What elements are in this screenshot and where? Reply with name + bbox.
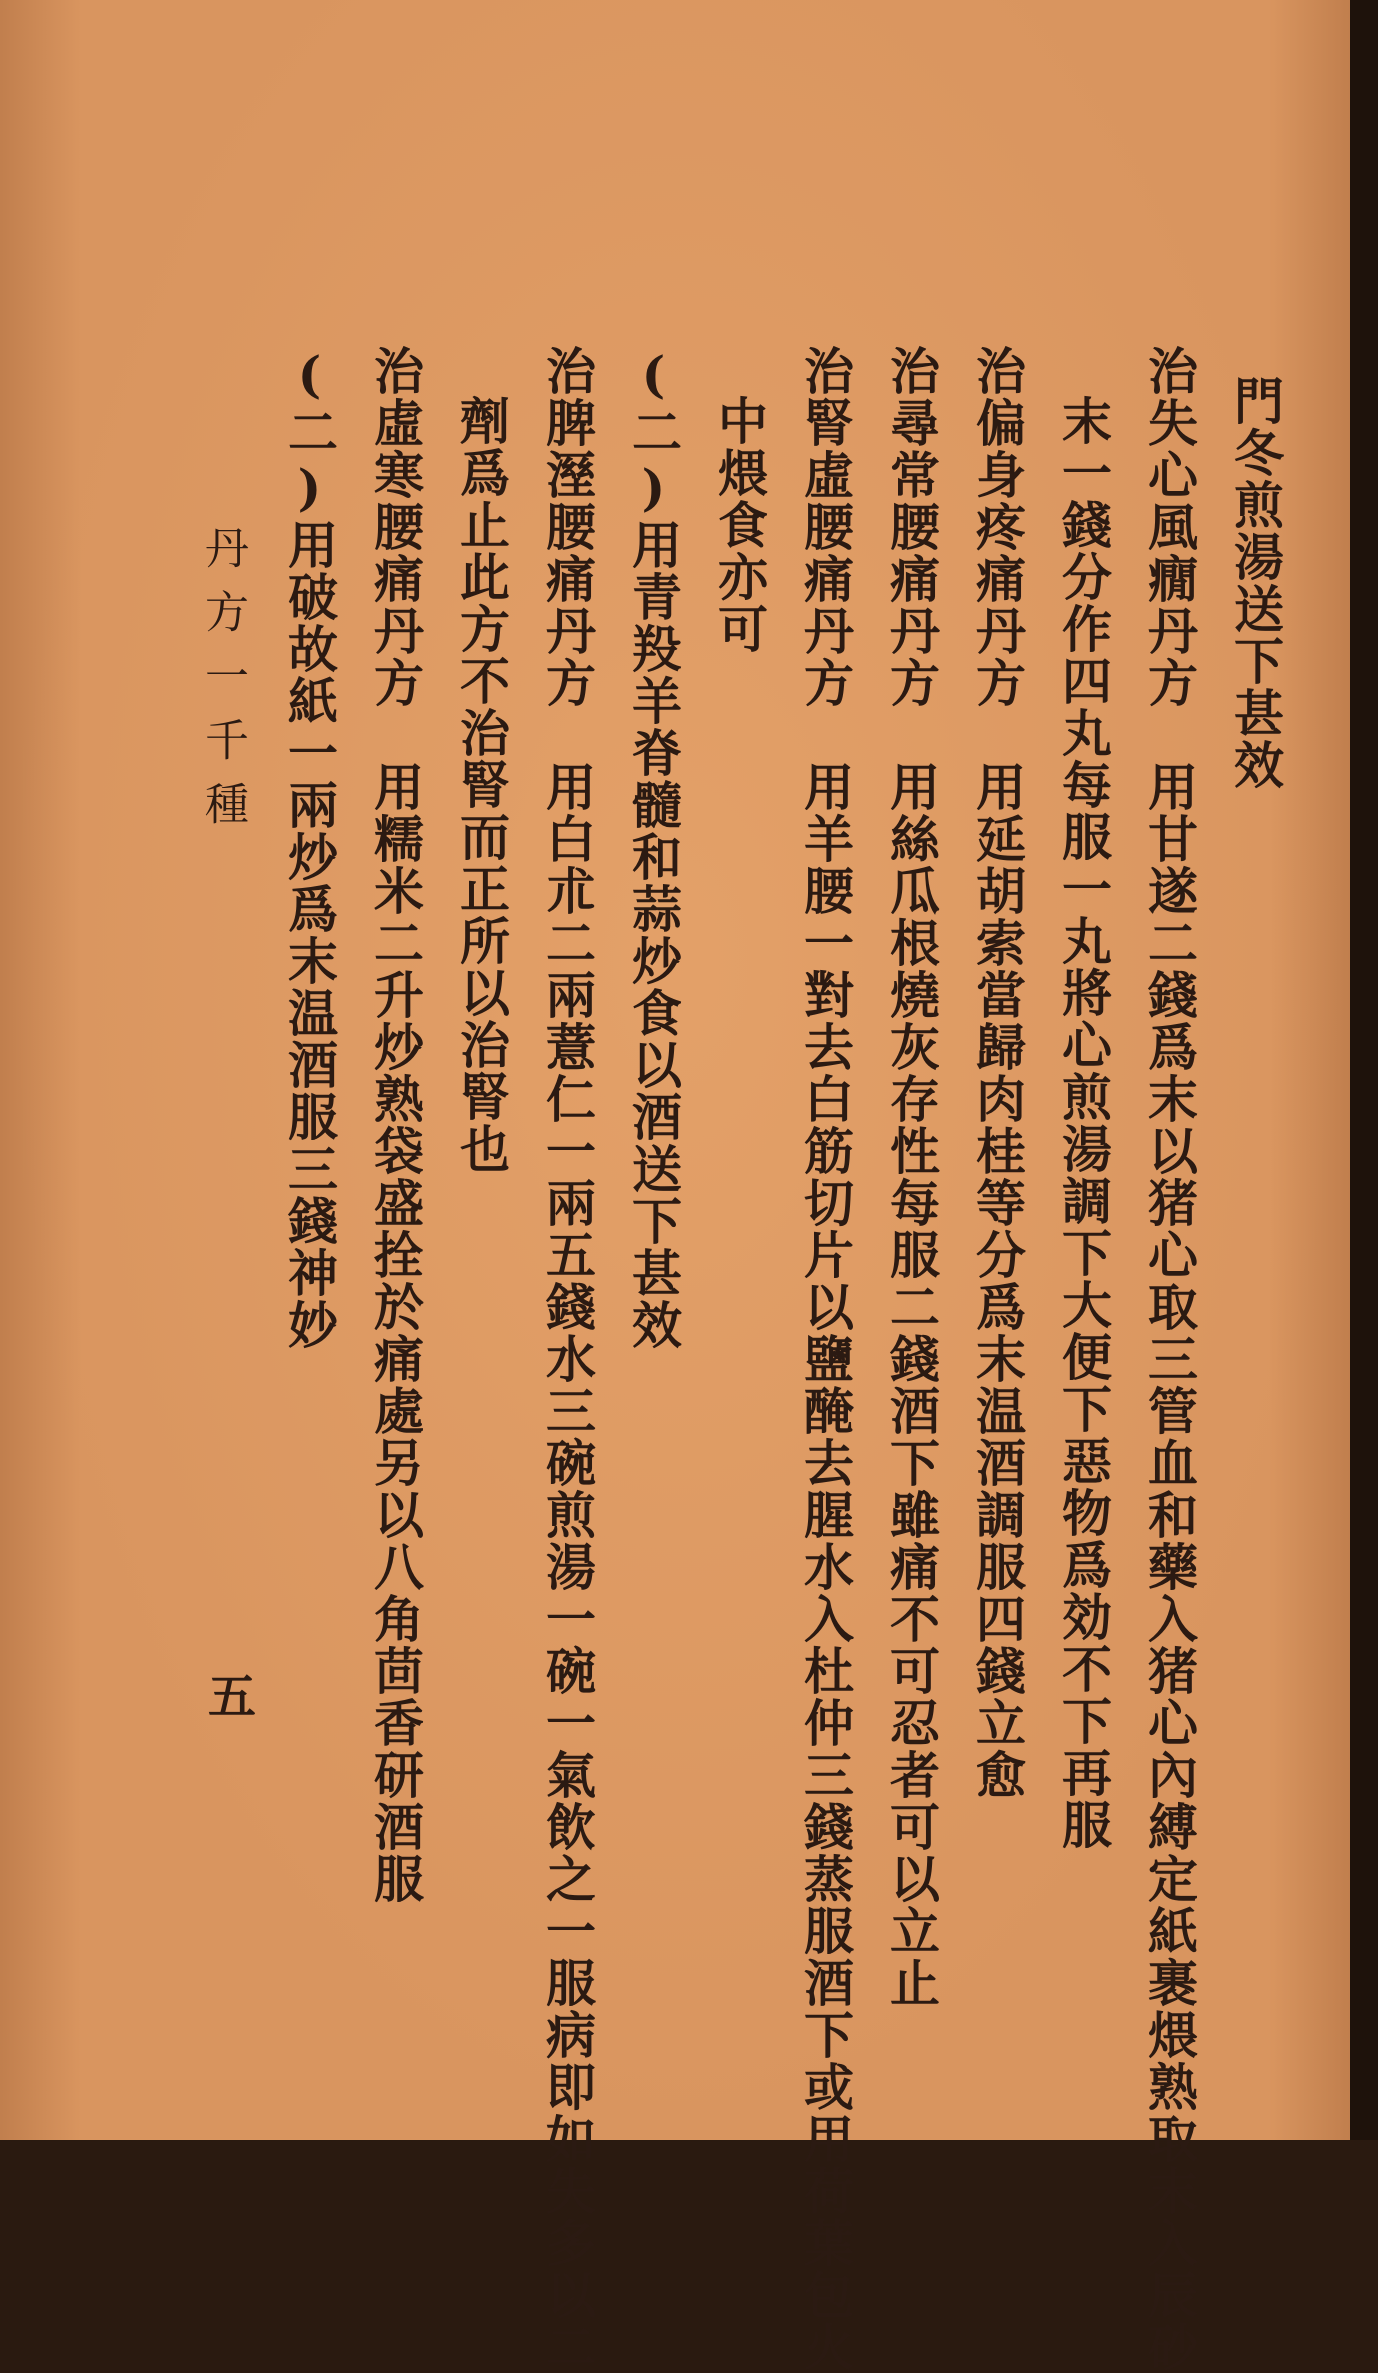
text-column-12: (二)用破故紙一兩炒爲末温酒服三錢神妙 <box>280 345 339 1351</box>
text-column-9: 治脾溼腰痛丹方 用白朮二兩薏仁一兩五錢水三碗煎湯一碗一氣飲之一服病即如失多以二 <box>538 345 597 2373</box>
footer-title: 丹方一千種 <box>197 525 248 845</box>
text-column-2: 治失心風癇丹方 用甘遂二錢爲末以猪心取三管血和藥入猪心內縛定紙裹煨熟取末入辰砂 <box>1140 345 1199 2373</box>
text-column-10: 劑爲止此方不治腎而正所以治腎也 <box>452 395 511 1175</box>
text-column-6: 治腎虛腰痛丹方 用羊腰一對去白筋切片以鹽醃去腥水入杜仲三錢蒸服酒下或用荷葉包火 <box>796 345 855 2373</box>
text-column-8: (二)用青羖羊脊髓和蒜炒食以酒送下甚效 <box>624 345 683 1351</box>
text-column-11: 治虛寒腰痛丹方 用糯米二升炒熟袋盛拴於痛處另以八角茴香研酒服 <box>366 345 425 1905</box>
page-number: 五 <box>208 1669 257 1725</box>
text-column-7: 中煨食亦可 <box>710 395 769 655</box>
text-column-3: 末一錢分作四丸每服一丸將心煎湯調下大便下惡物爲効不下再服 <box>1054 395 1113 1851</box>
text-column-1: 門冬煎湯送下甚效 <box>1226 375 1285 791</box>
page-edge <box>1350 0 1378 2140</box>
text-column-5: 治尋常腰痛丹方 用絲瓜根燒灰存性每服二錢酒下雖痛不可忍者可以立止 <box>882 345 941 2009</box>
text-column-4: 治偏身疼痛丹方 用延胡索當歸肉桂等分爲末温酒調服四錢立愈 <box>968 345 1027 1801</box>
